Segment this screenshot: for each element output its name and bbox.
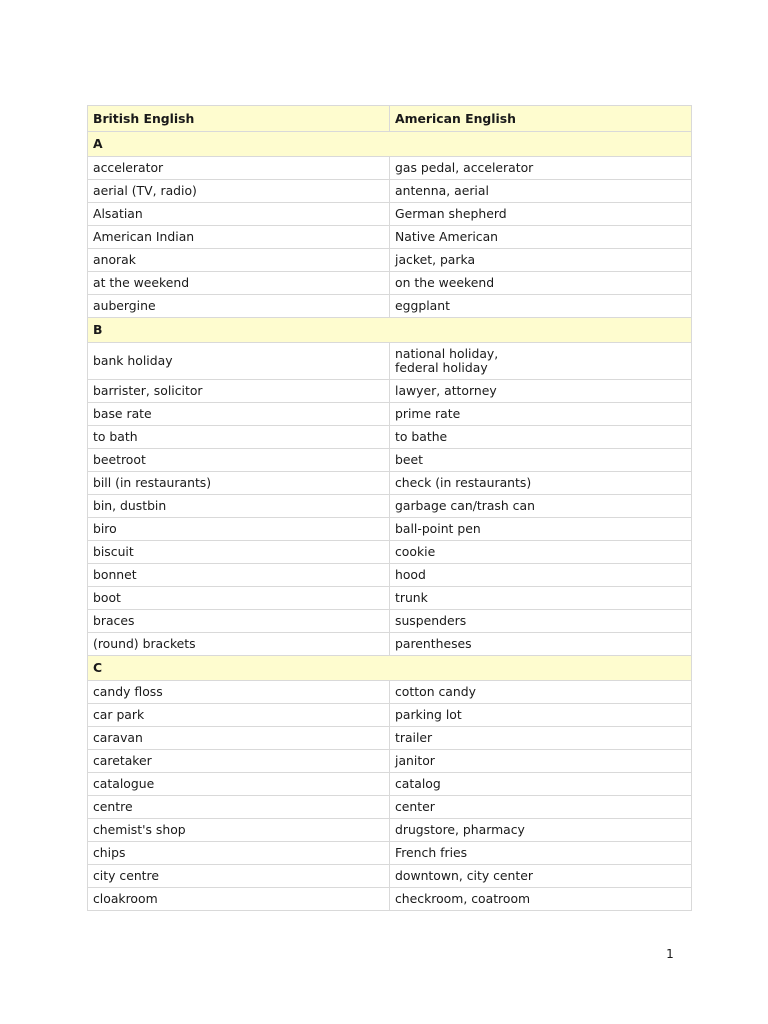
american-term: on the weekend: [390, 272, 692, 295]
british-term: catalogue: [88, 773, 390, 796]
table-row: [88, 819, 692, 842]
table-row: [88, 180, 692, 203]
british-term: to bath: [88, 426, 390, 449]
table-row: [88, 587, 692, 610]
british-term: bill (in restaurants): [88, 472, 390, 495]
american-term: French fries: [390, 842, 692, 865]
british-term: accelerator: [88, 157, 390, 180]
british-term: braces: [88, 610, 390, 633]
table-row: [88, 203, 692, 226]
british-term: city centre: [88, 865, 390, 888]
table-row: [88, 343, 692, 380]
table-row: [88, 610, 692, 633]
american-term: downtown, city center: [390, 865, 692, 888]
american-term: prime rate: [390, 403, 692, 426]
british-term: bank holiday: [88, 343, 390, 380]
american-term: garbage can/trash can: [390, 495, 692, 518]
table-row: [88, 403, 692, 426]
column-header-american: American English: [390, 106, 692, 132]
american-term: jacket, parka: [390, 249, 692, 272]
british-term: biro: [88, 518, 390, 541]
table-row: [88, 272, 692, 295]
table-row: [88, 796, 692, 819]
american-term: antenna, aerial: [390, 180, 692, 203]
american-term: trailer: [390, 727, 692, 750]
american-term: checkroom, coatroom: [390, 888, 692, 911]
american-term: cookie: [390, 541, 692, 564]
british-term: Alsatian: [88, 203, 390, 226]
american-term: Native American: [390, 226, 692, 249]
british-term: bin, dustbin: [88, 495, 390, 518]
american-term: eggplant: [390, 295, 692, 318]
american-term: gas pedal, accelerator: [390, 157, 692, 180]
british-term: (round) brackets: [88, 633, 390, 656]
table-row: [88, 157, 692, 180]
british-term: barrister, solicitor: [88, 380, 390, 403]
british-term: base rate: [88, 403, 390, 426]
british-term: American Indian: [88, 226, 390, 249]
american-term: janitor: [390, 750, 692, 773]
british-term: cloakroom: [88, 888, 390, 911]
british-term: aubergine: [88, 295, 390, 318]
table-row: [88, 727, 692, 750]
american-term: suspenders: [390, 610, 692, 633]
british-term: car park: [88, 704, 390, 727]
american-term: national holiday, federal holiday: [390, 343, 692, 380]
vocabulary-table-body: [88, 106, 692, 911]
table-row: [88, 449, 692, 472]
american-term: drugstore, pharmacy: [390, 819, 692, 842]
american-term: trunk: [390, 587, 692, 610]
table-row: [88, 226, 692, 249]
american-term: parentheses: [390, 633, 692, 656]
american-term: parking lot: [390, 704, 692, 727]
american-term: beet: [390, 449, 692, 472]
table-row: [88, 295, 692, 318]
page-number: 1: [666, 947, 674, 961]
section-letter: B: [88, 318, 692, 343]
american-term: lawyer, attorney: [390, 380, 692, 403]
american-term: catalog: [390, 773, 692, 796]
table-row: [88, 472, 692, 495]
table-row: [88, 704, 692, 727]
british-term: beetroot: [88, 449, 390, 472]
section-letter-row: [88, 318, 692, 343]
table-header-row: [88, 106, 692, 132]
british-term: chips: [88, 842, 390, 865]
section-letter-row: [88, 656, 692, 681]
table-row: [88, 380, 692, 403]
british-term: boot: [88, 587, 390, 610]
british-term: chemist's shop: [88, 819, 390, 842]
table-row: [88, 249, 692, 272]
table-row: [88, 541, 692, 564]
american-term: to bathe: [390, 426, 692, 449]
table-row: [88, 518, 692, 541]
american-term: center: [390, 796, 692, 819]
table-row: [88, 495, 692, 518]
vocabulary-table: [87, 105, 692, 911]
british-term: biscuit: [88, 541, 390, 564]
british-term: caretaker: [88, 750, 390, 773]
table-row: [88, 773, 692, 796]
american-term: ball-point pen: [390, 518, 692, 541]
british-term: centre: [88, 796, 390, 819]
table-row: [88, 426, 692, 449]
section-letter: C: [88, 656, 692, 681]
british-term: candy floss: [88, 681, 390, 704]
american-term: cotton candy: [390, 681, 692, 704]
table-row: [88, 865, 692, 888]
british-term: caravan: [88, 727, 390, 750]
table-row: [88, 888, 692, 911]
american-term: German shepherd: [390, 203, 692, 226]
british-term: bonnet: [88, 564, 390, 587]
british-term: aerial (TV, radio): [88, 180, 390, 203]
table-row: [88, 681, 692, 704]
table-row: [88, 633, 692, 656]
british-term: anorak: [88, 249, 390, 272]
table-row: [88, 842, 692, 865]
american-term: check (in restaurants): [390, 472, 692, 495]
table-row: [88, 564, 692, 587]
table-row: [88, 750, 692, 773]
british-term: at the weekend: [88, 272, 390, 295]
section-letter: A: [88, 132, 692, 157]
column-header-british: British English: [88, 106, 390, 132]
section-letter-row: [88, 132, 692, 157]
american-term: hood: [390, 564, 692, 587]
